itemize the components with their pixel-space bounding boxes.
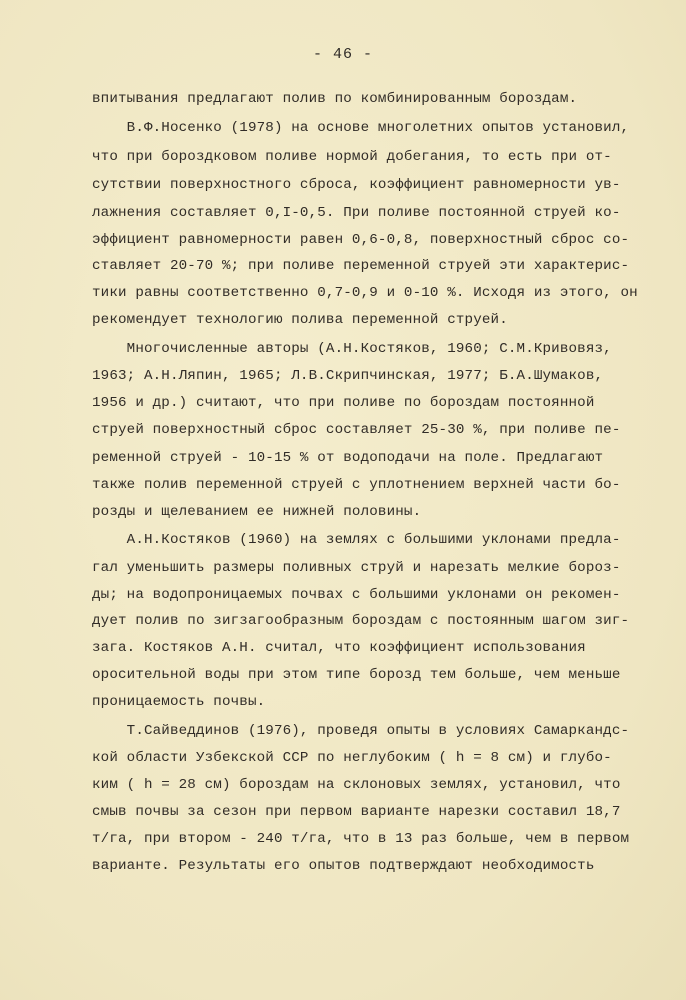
text-line: ким ( h = 28 см) бороздам на склоновых землях, установил, что: [92, 777, 621, 793]
text-line: лажнения составляет 0,I-0,5. При поливе постоянной струей ко-: [92, 205, 621, 221]
text-line: В.Ф.Носенко (1978) на основе многолетних опытов установил,: [92, 120, 630, 136]
text-line: Т.Сайведдинов (1976), проведя опыты в условиях Самаркандс-: [92, 723, 630, 739]
text-line: розды и щелеванием ее нижней половины.: [92, 504, 422, 520]
text-line: гал уменьшить размеры поливных струй и нарезать мелкие бороз-: [92, 560, 621, 576]
text-line: рекомендует технологию полива переменной струей.: [92, 312, 508, 328]
text-line: Многочисленные авторы (А.Н.Костяков, 1960; С.М.Кривовяз,: [92, 341, 612, 357]
text-line: струей поверхностный сброс составляет 25-30 %, при поливе пе-: [92, 422, 621, 438]
text-line: эффициент равномерности равен 0,6-0,8, поверхностный сброс со-: [92, 232, 630, 248]
text-line: смыв почвы за сезон при первом варианте нарезки составил 18,7: [92, 804, 621, 820]
text-line: варианте. Результаты его опытов подтверждают необходимость: [92, 858, 595, 874]
text-line: сутствии поверхностного сброса, коэффициент равномерности ув-: [92, 177, 621, 193]
text-line: зага. Костяков А.Н. считал, что коэффициент использования: [92, 640, 586, 656]
text-line: ды; на водопроницаемых почвах с большими уклонами он рекомен-: [92, 587, 621, 603]
text-line: 1956 и др.) считают, что при поливе по бороздам постоянной: [92, 395, 595, 411]
text-line: дует полив по зигзагообразным бороздам с постоянным шагом зиг-: [92, 613, 630, 629]
text-line: что при бороздковом поливе нормой добегания, то есть при от-: [92, 149, 612, 165]
text-line: 1963; А.Н.Ляпин, 1965; Л.В.Скрипчинская, 1977; Б.А.Шумаков,: [92, 368, 604, 384]
text-line: ставляет 20-70 %; при поливе переменной струей эти характерис-: [92, 258, 630, 274]
text-line: кой области Узбекской ССР по неглубоким ( h = 8 см) и глубо-: [92, 750, 612, 766]
text-line: проницаемость почвы.: [92, 694, 266, 710]
text-line: тики равны соответственно 0,7-0,9 и 0-10 %. Исходя из этого, он: [92, 285, 638, 301]
text-line: впитывания предлагают полив по комбинированным бороздам.: [92, 91, 578, 107]
text-line: т/га, при втором - 240 т/га, что в 13 раз больше, чем в первом: [92, 831, 630, 847]
text-line: А.Н.Костяков (1960) на землях с большими уклонами предла-: [92, 532, 621, 548]
text-line: оросительной воды при этом типе борозд тем больше, чем меньше: [92, 667, 621, 683]
text-line: также полив переменной струей с уплотнением верхней части бо-: [92, 477, 621, 493]
page-number: - 46 -: [312, 46, 373, 63]
text-line: ременной струей - 10-15 % от водоподачи на поле. Предлагают: [92, 450, 604, 466]
